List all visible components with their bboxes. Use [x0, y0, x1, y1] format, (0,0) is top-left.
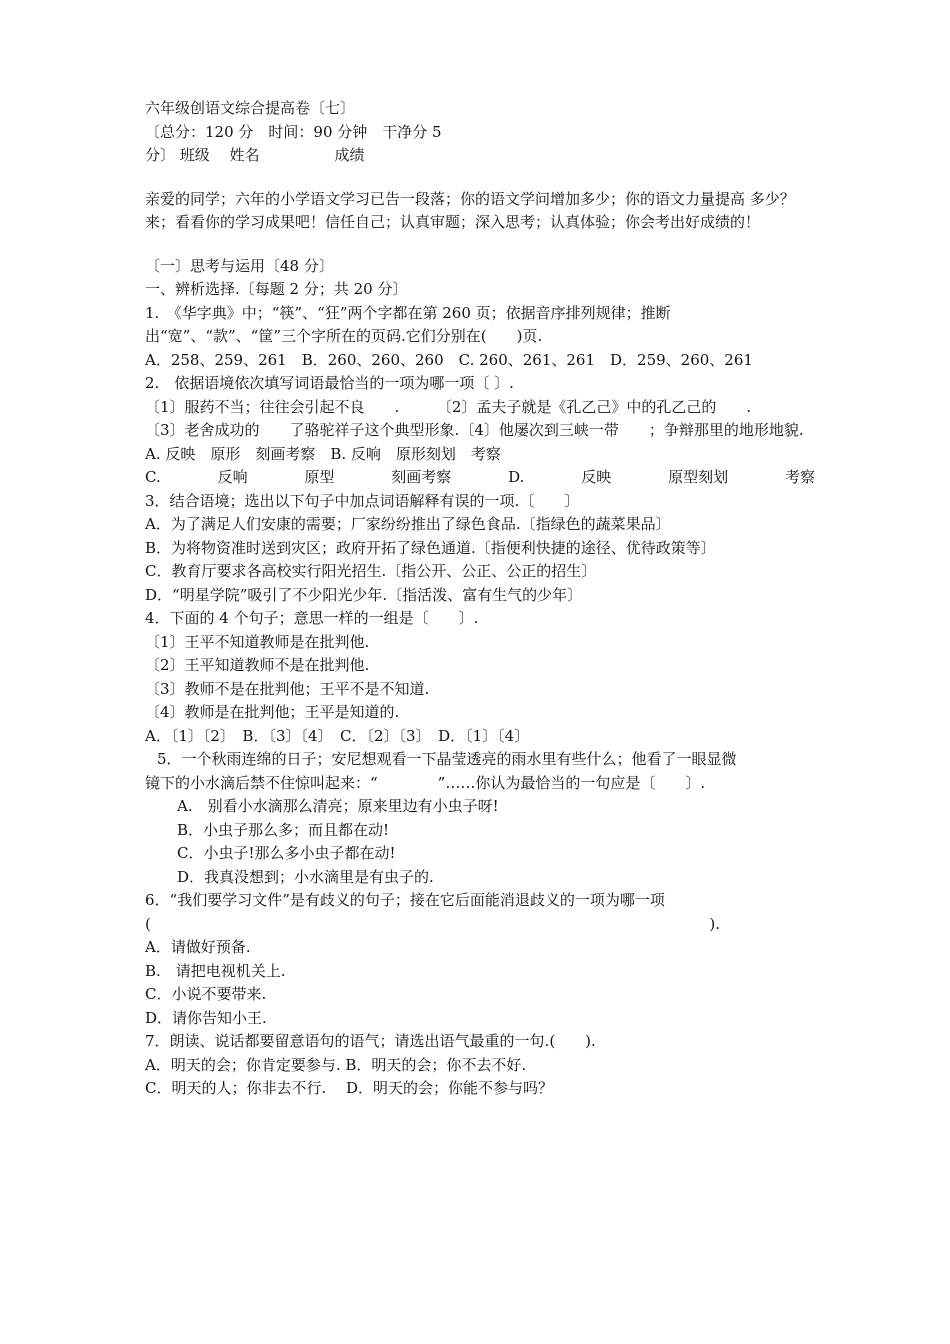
q2-opt-d-word2: 原型刻划	[668, 468, 729, 486]
exam-title: 六年级创语文综合提高卷〔七〕	[145, 99, 356, 117]
q6-paren-open: (	[145, 914, 151, 933]
q2-options-cd	[145, 466, 815, 490]
q6-stem: 6．“我们要学习文件”是有歧义的句子；接在它后面能消退歧义的一项为哪一项	[145, 891, 665, 909]
q2-opt-d-label: D.	[508, 468, 525, 486]
q6-option-b: B. 请把电视机关上.	[145, 961, 286, 980]
q4-stem: 4．下面的 4 个句子；意思一样的一组是〔 〕.	[145, 609, 479, 627]
q4-sentence-1: 〔1〕王平不知道教师是在批判他.	[145, 632, 370, 651]
q2-stem: 2. 依据语境依次填写词语最恰当的一项为哪一项〔 〕.	[145, 374, 514, 392]
q5-stem-line1: 5．一个秋雨连绵的日子；安尼想观看一下晶莹透亮的雨水里有些什么；他看了一眼显微	[157, 750, 737, 768]
q2-opt-d-word3: 考察	[784, 468, 815, 486]
q6-option-d: D．请你告知小王.	[145, 1008, 267, 1027]
q1-options: A．258、259、261 B．260、260、260 C. 260、261、261 D．259、260、261	[145, 350, 753, 369]
q4-sentence-2: 〔2〕王平知道教师不是在批判他.	[145, 656, 370, 674]
q5-stem-line2: 镜下的小水滴后禁不住惊叫起来：“ ”……你认为最恰当的一句应是〔 〕.	[145, 773, 706, 792]
q3-stem: 3．结合语境；选出以下句子中加点词语解释有误的一项.〔 〕	[145, 491, 580, 510]
exam-info-line2: 分〕 班级 姓名 成绩	[145, 146, 365, 164]
q2-opt-c-word1: 反响	[217, 468, 248, 486]
q5-option-c: C．小虫子!那么多小虫子都在动!	[177, 844, 396, 862]
q4-sentence-3: 〔3〕教师不是在批判他；王平不是不知道.	[145, 679, 430, 698]
q4-sentence-4: 〔4〕教师是在批判他；王平是知道的.	[145, 703, 400, 721]
q3-option-b: B．为将物资准时送到灾区；政府开拓了绿色通道.〔指便利快捷的途径、优待政策等〕	[145, 538, 716, 557]
q3-option-d: D．“明星学院”吸引了不少阳光少年.〔指活泼、富有生气的少年〕	[145, 585, 583, 604]
exam-info-line1: 〔总分：120 分 时间：90 分钟 干净分 5	[145, 122, 442, 141]
q7-options-cd: C．明天的人；你非去不行. D．明天的会；你能不参与吗？	[145, 1079, 554, 1097]
q1-stem: 1. 《华字典》中；“筷”、“狂”两个字都在第 260 页；依据音序排列规律；推断出“宽”、“款”、“筐”三个字所在的页码.它们分别在( )页.	[145, 303, 671, 345]
section-heading: 〔一〕思考与运用〔48 分〕	[145, 256, 334, 275]
q2-opt-c-word3: 刻画考察	[391, 468, 452, 486]
q7-stem: 7．朗读、说话都要留意语句的语气；请选出语气最重的一句.( ).	[145, 1032, 596, 1050]
q3-option-c: C．教育厅要求各高校实行阳光招生.〔指公开、公正、公正的招生〕	[145, 562, 597, 580]
q2-line2: 〔3〕老舍成功的 了骆驼祥子这个典型形象.〔4〕他屡次到三峡一带 ；争辩那里的地形地貌.	[145, 421, 804, 439]
q2-opt-d-word1: 反映	[581, 468, 612, 486]
q3-option-a: A．为了满足人们安康的需要；厂家纷纷推出了绿色食品.〔指绿色的蔬菜果品〕	[145, 515, 671, 533]
q6-option-a: A．请做好预备.	[145, 938, 251, 956]
q5-option-d: D．我真没想到；小水滴里是有虫子的.	[177, 867, 434, 886]
q2-opt-c-label: C.	[145, 468, 161, 486]
q2-opt-c-word2: 原型	[304, 468, 335, 486]
document-body	[145, 97, 815, 1101]
q6-paren-close: ).	[709, 914, 720, 933]
q2-options-ab: A. 反映 原形 刻画考察 B. 反响 原形刻划 考察	[145, 444, 501, 463]
q7-options-ab: A．明天的会；你肯定要参与. B．明天的会；你不去不好.	[145, 1055, 527, 1074]
intro-paragraph: 亲爱的同学；六年的小学语文学习已告一段落；你的语文学问增加多少；你的语文力量提高 多少？来；看看你的学习成果吧！信任自己；认真审题；深入思考；认真体验；你会考出好成绩的！	[145, 189, 795, 231]
q5-option-b: B．小虫子那么多；而且都在动!	[177, 820, 390, 839]
q6-option-c: C．小说不要带来.	[145, 985, 267, 1003]
q6-answer-paren-line	[145, 913, 815, 937]
q5-option-a: A. 别看小水滴那么清亮；原来里边有小虫子呀!	[177, 797, 499, 815]
section-subheading: 一、辨析选择.〔每题 2 分；共 20 分〕	[145, 280, 408, 298]
q2-line1: 〔1〕服药不当；往往会引起不良 . 〔2〕孟夫子就是《孔乙己》中的孔乙己的 .	[145, 397, 752, 416]
q4-options: A．〔1〕〔2〕 B．〔3〕〔4〕 C．〔2〕〔3〕 D．〔1〕〔4〕	[145, 726, 530, 745]
